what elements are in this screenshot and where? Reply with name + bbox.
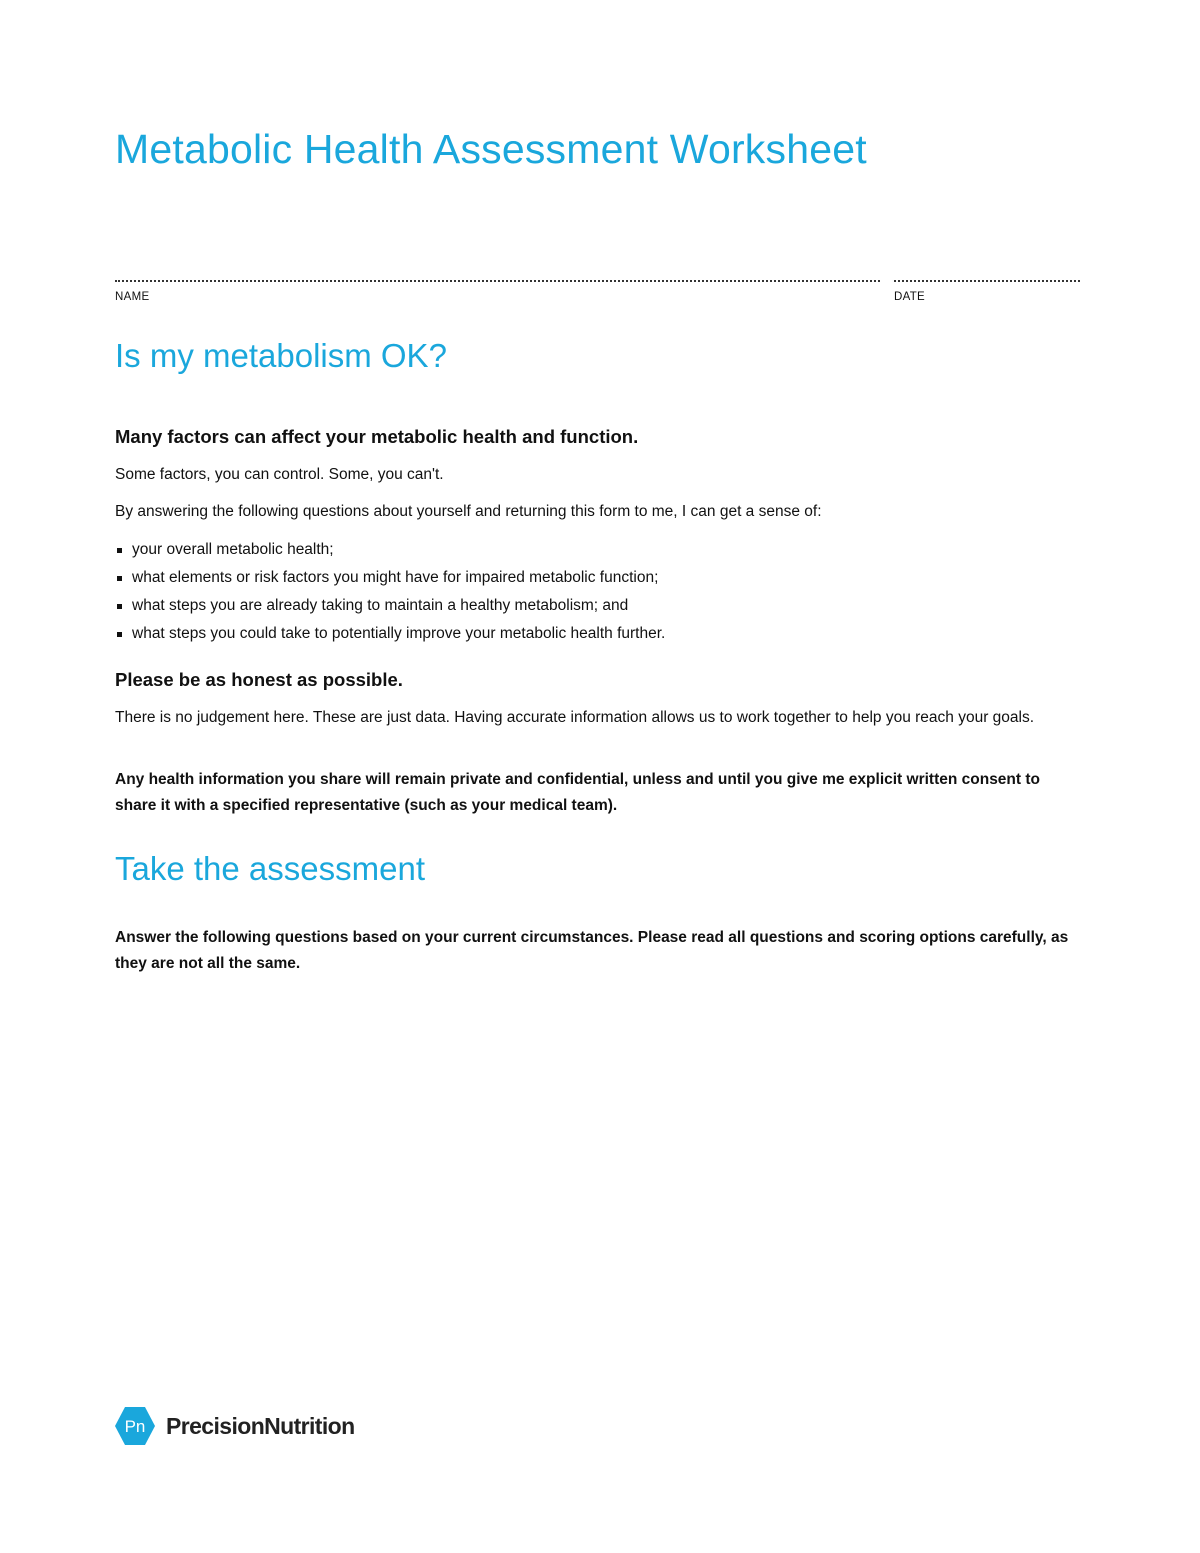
list-item: [115, 592, 1080, 620]
paragraph-intro: By answering the following questions about yourself and returning this form to me, I can get a sense of:: [115, 503, 822, 520]
name-label: NAME: [115, 291, 150, 303]
list-item-text: what steps you could take to potentially improve your metabolic health further.: [132, 625, 666, 642]
list-item: [115, 564, 1080, 592]
bullet-icon: [117, 576, 122, 581]
list-item-text: your overall metabolic health;: [132, 541, 334, 558]
bullet-icon: [117, 548, 122, 553]
section-heading-assessment: Take the assessment: [115, 850, 425, 887]
paragraph-no-judgement: There is no judgement here. These are just data. Having accurate information allows us to work together to help you reach your goals.: [115, 709, 1035, 726]
subheading-honest: Please be as honest as possible.: [115, 669, 403, 690]
paragraph-instructions: Answer the following questions based on your current circumstances. Please read all questions and scoring options carefully, as they are not all the same.: [115, 929, 1069, 972]
bullet-icon: [117, 632, 122, 637]
list-item-text: what steps you are already taking to maintain a healthy metabolism; and: [132, 597, 629, 614]
bullet-icon: [117, 604, 122, 609]
sense-of-list: [115, 536, 1080, 648]
paragraph-control: Some factors, you can control. Some, you can't.: [115, 466, 444, 483]
date-field[interactable]: [894, 280, 1080, 303]
document-title: Metabolic Health Assessment Worksheet: [115, 126, 867, 172]
subheading-factors: Many factors can affect your metabolic health and function.: [115, 426, 639, 447]
date-label: DATE: [894, 291, 926, 303]
logo-wordmark: PrecisionNutrition: [166, 1412, 355, 1439]
section-heading-metabolism: Is my metabolism OK?: [115, 337, 447, 374]
name-field[interactable]: [115, 280, 880, 303]
date-fill-line[interactable]: [894, 280, 1080, 282]
list-item: [115, 620, 1080, 648]
precision-nutrition-logo: [114, 1405, 355, 1447]
logo-mark-text: Pn: [124, 1417, 146, 1436]
paragraph-confidential: Any health information you share will remain private and confidential, unless and until you give me explicit written consent to share it with a specified representative (such as your medical team).: [115, 771, 1040, 814]
list-item: [115, 536, 1080, 564]
hexagon-logo-icon: [114, 1405, 156, 1447]
name-fill-line[interactable]: [115, 280, 880, 282]
list-item-text: what elements or risk factors you might have for impaired metabolic function;: [132, 569, 659, 586]
